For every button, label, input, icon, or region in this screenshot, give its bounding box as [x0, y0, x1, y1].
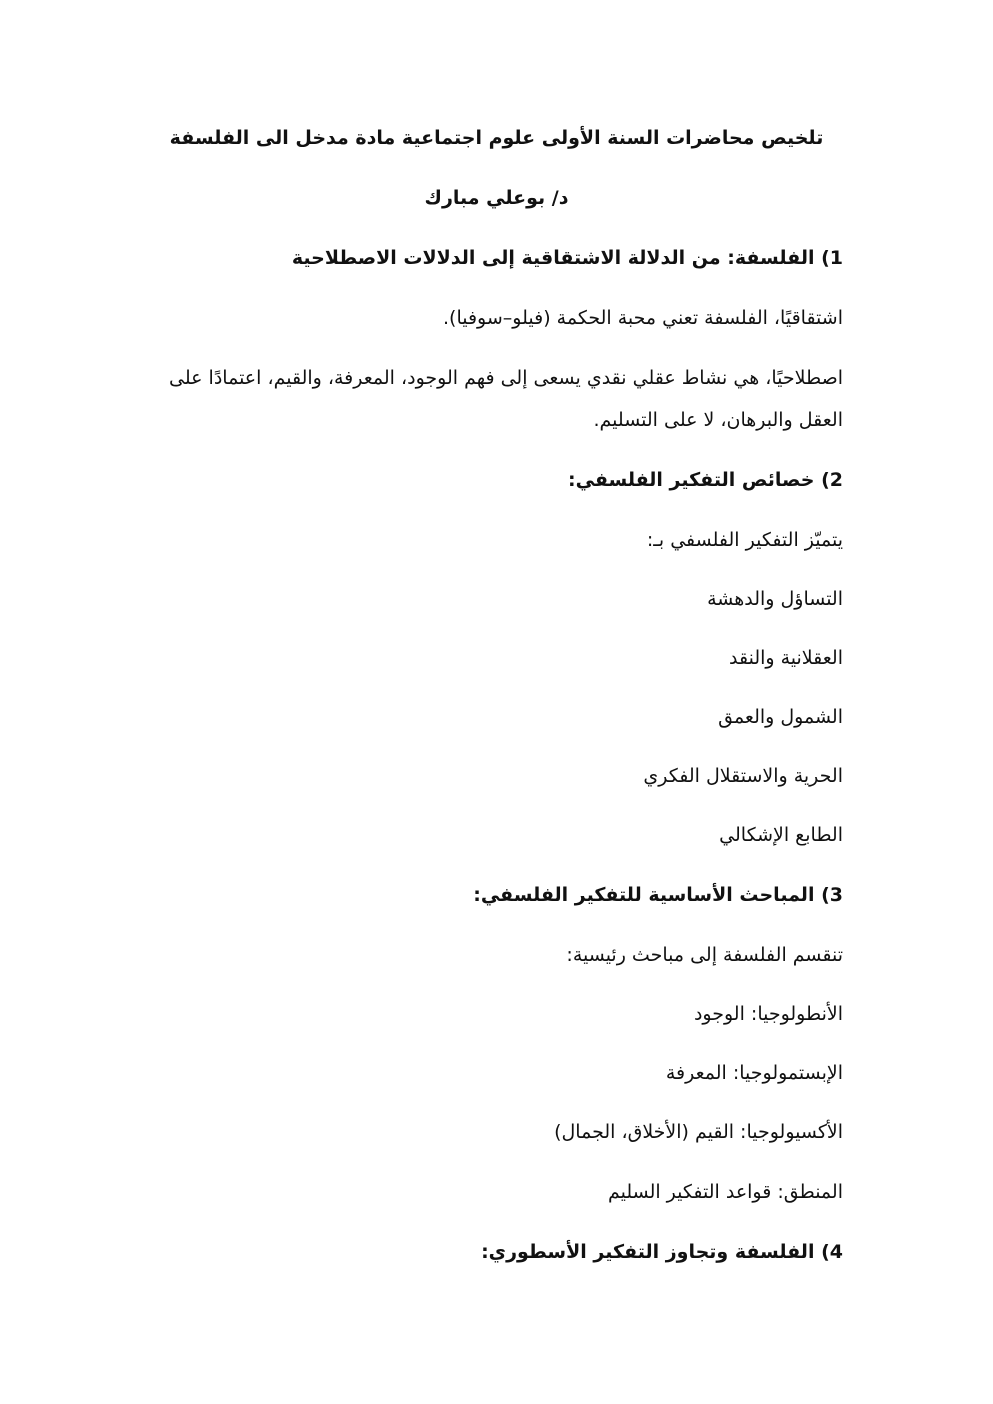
section-3-heading: 3) المباحث الأساسية للتفكير الفلسفي: — [473, 884, 843, 906]
section-1-heading: 1) الفلسفة: من الدلالة الاشتقاقية إلى الدلالات الاصطلاحية — [291, 247, 843, 269]
section-2-item: الحرية والاستقلال الفكري — [643, 765, 843, 787]
section-3-item: الأنطولوجيا: الوجود — [693, 1003, 843, 1025]
document-title: تلخيص محاضرات السنة الأولى علوم اجتماعية مادة مدخل الى الفلسفة — [169, 127, 824, 149]
section-2-item: العقلانية والنقد — [729, 647, 843, 669]
section-3-item: الإبستمولوجيا: المعرفة — [665, 1062, 843, 1084]
section-3-item: المنطق: قواعد التفكير السليم — [607, 1181, 843, 1203]
section-2-intro: يتميّز التفكير الفلسفي بـ: — [646, 529, 843, 551]
section-2-item: الشمول والعمق — [718, 706, 843, 728]
section-1-paragraph-terminology: اصطلاحيًا، هي نشاط عقلي نقدي يسعى إلى فهم الوجود، المعرفة، والقيم، اعتمادًا على العقل والبرهان، لا على التسليم. — [169, 367, 843, 431]
section-3-intro: تنقسم الفلسفة إلى مباحث رئيسية: — [566, 944, 843, 966]
section-4-heading: 4) الفلسفة وتجاوز التفكير الأسطوري: — [481, 1241, 843, 1263]
section-3-item: الأكسيولوجيا: القيم (الأخلاق، الجمال) — [554, 1121, 843, 1143]
document-author: د/ بوعلي مبارك — [424, 187, 569, 209]
section-2-heading: 2) خصائص التفكير الفلسفي: — [568, 469, 843, 491]
section-1-paragraph-etymology: اشتقاقيًا، الفلسفة تعني محبة الحكمة (فيلو–سوفيا). — [443, 307, 843, 329]
section-2-item: التساؤل والدهشة — [707, 588, 843, 610]
section-2-item: الطابع الإشكالي — [719, 824, 843, 846]
